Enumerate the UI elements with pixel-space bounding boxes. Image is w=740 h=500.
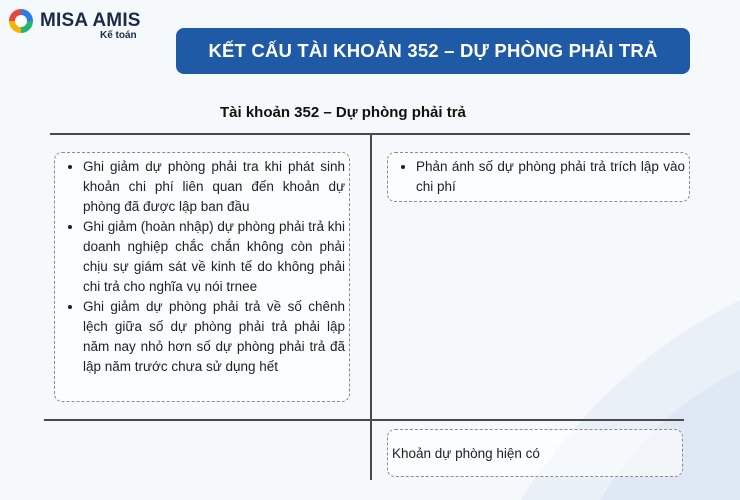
balance-box (387, 429, 683, 477)
t-account-balance-line (44, 419, 684, 421)
logo-brand-text: MISA AMIS (40, 10, 141, 31)
logo-sub-text: Kế toán (100, 30, 137, 41)
credit-side-box (387, 152, 690, 202)
debit-item: • Ghi giảm dự phòng phải tra khi phát sinh khoản chi phí liên quan đến khoản dự phòng đã được lập ban đầu (83, 157, 345, 217)
t-account-title: Tài khoản 352 – Dự phòng phải trả (220, 104, 466, 121)
t-account-center-line (370, 134, 372, 480)
debit-item: • Ghi giảm dự phòng phải trả về số chênh lệch giữa số dự phòng phải trả phải lập năm nay nhỏ hơn số dự phòng phải trả đã lập năm trước chưa sử dụng hết (83, 297, 345, 377)
misa-amis-logo (8, 8, 141, 42)
debit-items-list (59, 157, 345, 377)
banner-title: KẾT CẤU TÀI KHOẢN 352 – DỰ PHÒNG PHẢI TRẢ (208, 40, 658, 61)
credit-items-list (392, 157, 685, 197)
credit-item: • Phản ánh số dự phòng phải trả trích lập vào chi phí (416, 157, 685, 197)
debit-side-box (54, 152, 350, 402)
logo-mark-icon (8, 8, 34, 34)
title-banner (176, 28, 690, 74)
balance-text: Khoản dự phòng hiện có (392, 446, 540, 461)
debit-item: • Ghi giảm (hoàn nhập) dự phòng phải trả khi doanh nghiệp chắc chắn không còn phải chịu sự giám sát về kinh tế do không phải chi trả cho nghĩa vụ nói trnee (83, 217, 345, 297)
